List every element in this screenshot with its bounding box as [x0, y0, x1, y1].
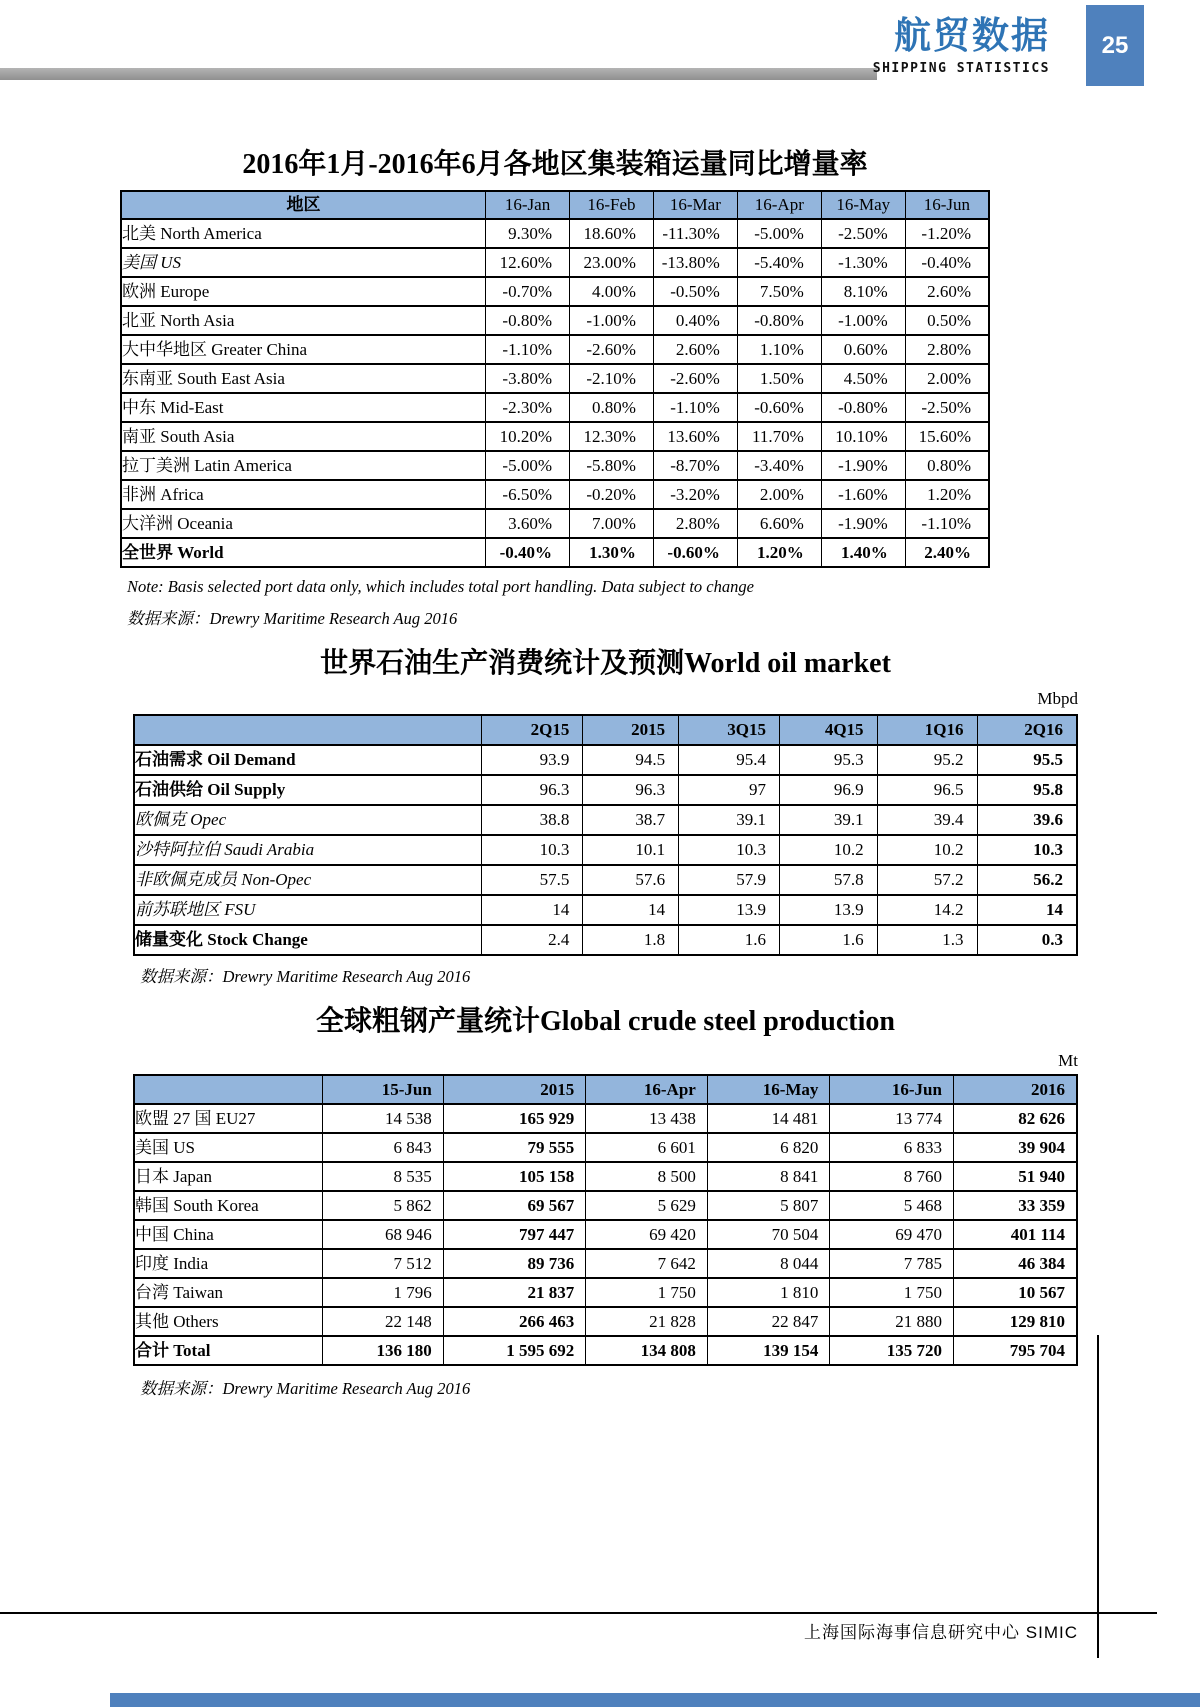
cell-value: -0.20%: [570, 480, 654, 509]
cell-value: 13 774: [830, 1104, 954, 1133]
column-header: 地区: [121, 191, 486, 219]
column-header: 16-Jun: [830, 1075, 954, 1104]
cell-value: 14: [481, 895, 583, 925]
row-label: 石油需求 Oil Demand: [134, 745, 481, 775]
row-label: 美国 US: [134, 1133, 323, 1162]
cell-value: 12.30%: [570, 422, 654, 451]
footer-organization: 上海国际海事信息研究中心 SIMIC: [804, 1623, 1078, 1642]
cell-value: 10.1: [583, 835, 679, 865]
cell-value: 14 481: [707, 1104, 830, 1133]
table-note: Note: Basis selected port data only, which includes total port handling. Data subject to change: [127, 577, 754, 596]
cell-value: 1.6: [679, 925, 780, 955]
column-header: 16-Jun: [905, 191, 989, 219]
cell-value: 0.80%: [570, 393, 654, 422]
table-row: [134, 895, 1077, 925]
column-header: 2Q15: [481, 715, 583, 745]
cell-value: 2.60%: [905, 277, 989, 306]
data-source-label: 数据来源：: [140, 967, 223, 986]
table-row: [134, 805, 1077, 835]
table-row: [134, 1336, 1077, 1365]
cell-value: -1.00%: [570, 306, 654, 335]
cell-value: 1 796: [323, 1278, 444, 1307]
row-label: 北亚 North Asia: [121, 306, 486, 335]
cell-value: 6.60%: [737, 509, 821, 538]
cell-value: 15.60%: [905, 422, 989, 451]
column-header: 1Q16: [877, 715, 977, 745]
cell-value: 2.80%: [905, 335, 989, 364]
data-source-label: 数据来源：: [127, 609, 210, 628]
table-row: [121, 219, 989, 248]
cell-value: 8 500: [586, 1162, 708, 1191]
cell-value: 57.2: [877, 865, 977, 895]
cell-value: 8 535: [323, 1162, 444, 1191]
cell-value: -2.50%: [905, 393, 989, 422]
cell-value: -0.60%: [653, 538, 737, 567]
cell-value: 4.50%: [821, 364, 905, 393]
cell-value: -2.60%: [653, 364, 737, 393]
cell-value: 1 750: [830, 1278, 954, 1307]
cell-value: -5.40%: [737, 248, 821, 277]
table-row: [121, 538, 989, 567]
column-header: 16-May: [707, 1075, 830, 1104]
cell-value: 69 567: [443, 1191, 585, 1220]
cell-value: 7 512: [323, 1249, 444, 1278]
cell-value: 96.5: [877, 775, 977, 805]
cell-value: 95.8: [977, 775, 1077, 805]
row-label: 大洋洲 Oceania: [121, 509, 486, 538]
cell-value: 39 904: [953, 1133, 1077, 1162]
cell-value: 82 626: [953, 1104, 1077, 1133]
cell-value: 6 820: [707, 1133, 830, 1162]
data-source-value: Drewry Maritime Research Aug 2016: [222, 967, 471, 986]
table-row: [134, 1278, 1077, 1307]
cell-value: 1.30%: [570, 538, 654, 567]
cell-value: -1.00%: [821, 306, 905, 335]
oil-market-table: [133, 714, 1078, 956]
cell-value: 1.50%: [737, 364, 821, 393]
cell-value: 1 810: [707, 1278, 830, 1307]
cell-value: 38.8: [481, 805, 583, 835]
cell-value: 8.10%: [821, 277, 905, 306]
header-divider-bar: [0, 68, 877, 80]
cell-value: 70 504: [707, 1220, 830, 1249]
cell-value: 38.7: [583, 805, 679, 835]
cell-value: 94.5: [583, 745, 679, 775]
table-header-row: [134, 1075, 1077, 1104]
row-label: 欧盟 27 国 EU27: [134, 1104, 323, 1133]
row-label: 韩国 South Korea: [134, 1191, 323, 1220]
cell-value: 51 940: [953, 1162, 1077, 1191]
steel-production-table: [133, 1074, 1078, 1366]
cell-value: -8.70%: [653, 451, 737, 480]
cell-value: 401 114: [953, 1220, 1077, 1249]
column-header: 15-Jun: [323, 1075, 444, 1104]
table-row: [134, 865, 1077, 895]
cell-value: 139 154: [707, 1336, 830, 1365]
column-header: 16-Feb: [570, 191, 654, 219]
cell-value: 68 946: [323, 1220, 444, 1249]
cell-value: 0.3: [977, 925, 1077, 955]
column-header: 2Q16: [977, 715, 1077, 745]
cell-value: -5.00%: [737, 219, 821, 248]
cell-value: 1 595 692: [443, 1336, 585, 1365]
cell-value: 10 567: [953, 1278, 1077, 1307]
data-source-value: Drewry Maritime Research Aug 2016: [222, 1379, 471, 1398]
publication-title-cn: 航贸数据: [894, 15, 1050, 56]
cell-value: -0.50%: [653, 277, 737, 306]
column-header: 2015: [583, 715, 679, 745]
cell-value: 14: [977, 895, 1077, 925]
cell-value: 57.9: [679, 865, 780, 895]
row-label: 欧佩克 Opec: [134, 805, 481, 835]
row-label: 其他 Others: [134, 1307, 323, 1336]
table-row: [134, 835, 1077, 865]
cell-value: -1.10%: [653, 393, 737, 422]
cell-value: 0.60%: [821, 335, 905, 364]
cell-value: 10.2: [877, 835, 977, 865]
cell-value: 5 629: [586, 1191, 708, 1220]
row-label: 南亚 South Asia: [121, 422, 486, 451]
cell-value: 1.40%: [821, 538, 905, 567]
table-row: [134, 1220, 1077, 1249]
row-label: 储量变化 Stock Change: [134, 925, 481, 955]
row-label: 石油供给 Oil Supply: [134, 775, 481, 805]
table-row: [121, 248, 989, 277]
cell-value: 97: [679, 775, 780, 805]
column-header: 16-May: [821, 191, 905, 219]
cell-value: 23.00%: [570, 248, 654, 277]
cell-value: 39.6: [977, 805, 1077, 835]
column-header: 16-Jan: [486, 191, 570, 219]
steel-production-unit-label: Mt: [1058, 1051, 1078, 1070]
cell-value: 57.6: [583, 865, 679, 895]
row-label: 北美 North America: [121, 219, 486, 248]
cell-value: 89 736: [443, 1249, 585, 1278]
cell-value: 95.3: [779, 745, 877, 775]
row-label: 印度 India: [134, 1249, 323, 1278]
cell-value: 4.00%: [570, 277, 654, 306]
cell-value: 7.00%: [570, 509, 654, 538]
table-row: [121, 422, 989, 451]
table-row: [134, 1307, 1077, 1336]
row-label: 欧洲 Europe: [121, 277, 486, 306]
table-row: [121, 364, 989, 393]
cell-value: 13.9: [779, 895, 877, 925]
table-row: [121, 306, 989, 335]
cell-value: 79 555: [443, 1133, 585, 1162]
cell-value: -1.60%: [821, 480, 905, 509]
cell-value: 14.2: [877, 895, 977, 925]
table-row: [121, 277, 989, 306]
cell-value: 8 044: [707, 1249, 830, 1278]
container-volume-table: [120, 190, 990, 568]
cell-value: 13 438: [586, 1104, 708, 1133]
oil-market-unit-label: Mbpd: [1037, 689, 1078, 708]
cell-value: 7 642: [586, 1249, 708, 1278]
cell-value: 56.2: [977, 865, 1077, 895]
data-source-line: [140, 963, 470, 987]
cell-value: 1.8: [583, 925, 679, 955]
cell-value: 105 158: [443, 1162, 585, 1191]
table-row: [134, 1162, 1077, 1191]
cell-value: 2.60%: [653, 335, 737, 364]
table-row: [134, 1249, 1077, 1278]
cell-value: -0.80%: [737, 306, 821, 335]
cell-value: 14 538: [323, 1104, 444, 1133]
cell-value: 3.60%: [486, 509, 570, 538]
cell-value: 2.4: [481, 925, 583, 955]
cell-value: 2.00%: [905, 364, 989, 393]
row-label: 合计 Total: [134, 1336, 323, 1365]
table-header-row: [121, 191, 989, 219]
table-row: [121, 509, 989, 538]
column-header: [134, 1075, 323, 1104]
cell-value: -3.20%: [653, 480, 737, 509]
cell-value: 9.30%: [486, 219, 570, 248]
cell-value: 39.1: [679, 805, 780, 835]
publication-title-en: SHIPPING STATISTICS: [872, 61, 1050, 76]
cell-value: -2.30%: [486, 393, 570, 422]
table-row: [121, 451, 989, 480]
cell-value: 795 704: [953, 1336, 1077, 1365]
row-label: 日本 Japan: [134, 1162, 323, 1191]
cell-value: 57.8: [779, 865, 877, 895]
cell-value: 129 810: [953, 1307, 1077, 1336]
cell-value: 7.50%: [737, 277, 821, 306]
table-row: [121, 393, 989, 422]
cell-value: 165 929: [443, 1104, 585, 1133]
table-row: [121, 335, 989, 364]
cell-value: 39.4: [877, 805, 977, 835]
cell-value: -2.60%: [570, 335, 654, 364]
row-label: 东南亚 South East Asia: [121, 364, 486, 393]
cell-value: -5.80%: [570, 451, 654, 480]
cell-value: -0.70%: [486, 277, 570, 306]
cell-value: 1.3: [877, 925, 977, 955]
cell-value: -0.60%: [737, 393, 821, 422]
cell-value: 12.60%: [486, 248, 570, 277]
page-number-badge: [1086, 5, 1144, 86]
row-label: 中国 China: [134, 1220, 323, 1249]
cell-value: 21 828: [586, 1307, 708, 1336]
cell-value: 22 847: [707, 1307, 830, 1336]
table-row: [121, 480, 989, 509]
footer-horizontal-rule: [0, 1612, 1157, 1614]
cell-value: -1.30%: [821, 248, 905, 277]
column-header: 16-Apr: [737, 191, 821, 219]
cell-value: 46 384: [953, 1249, 1077, 1278]
row-label: 非欧佩克成员 Non-Opec: [134, 865, 481, 895]
cell-value: -1.10%: [905, 509, 989, 538]
cell-value: 18.60%: [570, 219, 654, 248]
data-source-label: 数据来源：: [140, 1379, 223, 1398]
cell-value: 95.2: [877, 745, 977, 775]
row-label: 全世界 World: [121, 538, 486, 567]
cell-value: 6 833: [830, 1133, 954, 1162]
cell-value: -3.80%: [486, 364, 570, 393]
cell-value: 1.6: [779, 925, 877, 955]
row-label: 前苏联地区 FSU: [134, 895, 481, 925]
cell-value: -3.40%: [737, 451, 821, 480]
cell-value: 10.3: [977, 835, 1077, 865]
footer-accent-bar: [110, 1693, 1200, 1707]
cell-value: 0.80%: [905, 451, 989, 480]
column-header: 16-Mar: [653, 191, 737, 219]
data-source-line: [140, 1375, 470, 1399]
row-label: 沙特阿拉伯 Saudi Arabia: [134, 835, 481, 865]
steel-production-table-title: 全球粗钢产量统计Global crude steel production: [316, 1006, 895, 1037]
row-label: 台湾 Taiwan: [134, 1278, 323, 1307]
cell-value: -2.10%: [570, 364, 654, 393]
cell-value: 7 785: [830, 1249, 954, 1278]
cell-value: 10.20%: [486, 422, 570, 451]
cell-value: -1.20%: [905, 219, 989, 248]
cell-value: 1.20%: [905, 480, 989, 509]
cell-value: 266 463: [443, 1307, 585, 1336]
cell-value: -5.00%: [486, 451, 570, 480]
cell-value: 0.40%: [653, 306, 737, 335]
cell-value: 93.9: [481, 745, 583, 775]
page-number: 25: [1101, 31, 1129, 59]
cell-value: 33 359: [953, 1191, 1077, 1220]
cell-value: 95.5: [977, 745, 1077, 775]
cell-value: 10.10%: [821, 422, 905, 451]
cell-value: 96.9: [779, 775, 877, 805]
cell-value: 13.9: [679, 895, 780, 925]
cell-value: -1.10%: [486, 335, 570, 364]
cell-value: 21 880: [830, 1307, 954, 1336]
cell-value: -1.90%: [821, 451, 905, 480]
cell-value: 10.3: [679, 835, 780, 865]
cell-value: -6.50%: [486, 480, 570, 509]
cell-value: 6 601: [586, 1133, 708, 1162]
column-header: [134, 715, 481, 745]
cell-value: 57.5: [481, 865, 583, 895]
cell-value: -0.80%: [821, 393, 905, 422]
table-row: [134, 1133, 1077, 1162]
table-row: [134, 1191, 1077, 1220]
cell-value: 95.4: [679, 745, 780, 775]
container-volume-table-title: 2016年1月-2016年6月各地区集装箱运量同比增量率: [242, 149, 868, 180]
column-header: 16-Apr: [586, 1075, 708, 1104]
cell-value: 1 750: [586, 1278, 708, 1307]
cell-value: 69 420: [586, 1220, 708, 1249]
cell-value: 14: [583, 895, 679, 925]
cell-value: 0.50%: [905, 306, 989, 335]
column-header: 2015: [443, 1075, 585, 1104]
cell-value: 10.2: [779, 835, 877, 865]
cell-value: -1.90%: [821, 509, 905, 538]
cell-value: 2.40%: [905, 538, 989, 567]
cell-value: 10.3: [481, 835, 583, 865]
data-source-value: Drewry Maritime Research Aug 2016: [209, 609, 458, 628]
table-row: [134, 1104, 1077, 1133]
cell-value: -0.40%: [905, 248, 989, 277]
cell-value: 1.10%: [737, 335, 821, 364]
cell-value: 136 180: [323, 1336, 444, 1365]
cell-value: 39.1: [779, 805, 877, 835]
cell-value: -13.80%: [653, 248, 737, 277]
oil-market-table-title: 世界石油生产消费统计及预测World oil market: [320, 648, 891, 679]
cell-value: 135 720: [830, 1336, 954, 1365]
cell-value: 5 468: [830, 1191, 954, 1220]
table-row: [134, 775, 1077, 805]
cell-value: 22 148: [323, 1307, 444, 1336]
footer-vertical-rule: [1097, 1335, 1099, 1658]
cell-value: 5 807: [707, 1191, 830, 1220]
row-label: 大中华地区 Greater China: [121, 335, 486, 364]
cell-value: 96.3: [583, 775, 679, 805]
row-label: 拉丁美洲 Latin America: [121, 451, 486, 480]
cell-value: 1.20%: [737, 538, 821, 567]
cell-value: 8 841: [707, 1162, 830, 1191]
cell-value: 69 470: [830, 1220, 954, 1249]
cell-value: 5 862: [323, 1191, 444, 1220]
cell-value: 2.80%: [653, 509, 737, 538]
cell-value: 13.60%: [653, 422, 737, 451]
table-header-row: [134, 715, 1077, 745]
cell-value: -11.30%: [653, 219, 737, 248]
row-label: 美国 US: [121, 248, 486, 277]
cell-value: -0.40%: [486, 538, 570, 567]
cell-value: -0.80%: [486, 306, 570, 335]
cell-value: -2.50%: [821, 219, 905, 248]
cell-value: 2.00%: [737, 480, 821, 509]
cell-value: 797 447: [443, 1220, 585, 1249]
table-row: [134, 745, 1077, 775]
cell-value: 134 808: [586, 1336, 708, 1365]
cell-value: 6 843: [323, 1133, 444, 1162]
data-source-line: [127, 605, 457, 629]
cell-value: 21 837: [443, 1278, 585, 1307]
row-label: 中东 Mid-East: [121, 393, 486, 422]
column-header: 2016: [953, 1075, 1077, 1104]
cell-value: 11.70%: [737, 422, 821, 451]
cell-value: 8 760: [830, 1162, 954, 1191]
row-label: 非洲 Africa: [121, 480, 486, 509]
column-header: 3Q15: [679, 715, 780, 745]
table-row: [134, 925, 1077, 955]
column-header: 4Q15: [779, 715, 877, 745]
cell-value: 96.3: [481, 775, 583, 805]
